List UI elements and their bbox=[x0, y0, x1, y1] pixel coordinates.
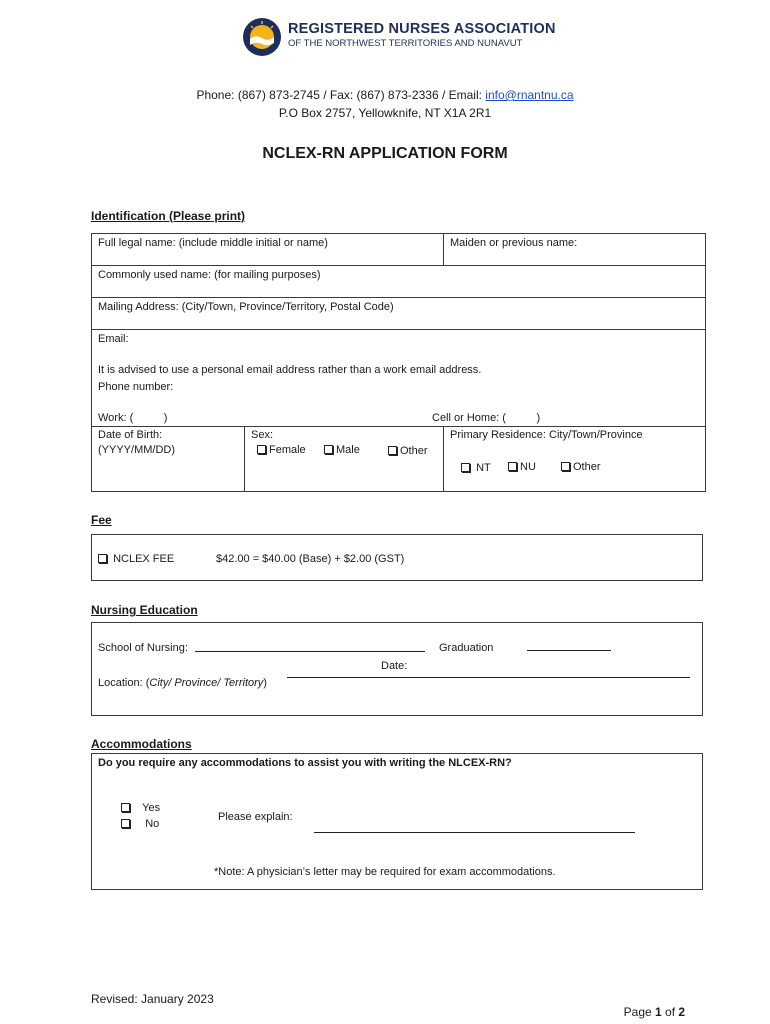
common-name-field[interactable]: Commonly used name: (for mailing purposes) bbox=[98, 269, 321, 281]
maiden-name-field[interactable]: Maiden or previous name: bbox=[450, 237, 578, 249]
work-phone-field[interactable]: Work: ( ) bbox=[98, 412, 168, 424]
explain-label: Please explain: bbox=[218, 811, 293, 823]
phone-label: Phone number: bbox=[98, 381, 174, 393]
identification-heading: Identification (Please print) bbox=[91, 209, 246, 223]
fee-amount: $42.00 = $40.00 (Base) + $2.00 (GST) bbox=[216, 553, 405, 565]
dob-label: Date of Birth: bbox=[98, 429, 163, 441]
nclex-fee-option[interactable]: NCLEX FEE bbox=[98, 553, 174, 565]
graduation-label: Graduation bbox=[439, 642, 494, 654]
accommodation-no-option[interactable]: No bbox=[121, 818, 159, 830]
residence-nt-option[interactable]: NT bbox=[461, 462, 491, 474]
checkbox-icon[interactable] bbox=[121, 819, 130, 828]
contact-line bbox=[0, 88, 770, 102]
full-name-field[interactable]: Full legal name: (include middle initial or name) bbox=[98, 237, 328, 249]
sex-male-option[interactable]: Male bbox=[324, 444, 360, 456]
logo-emblem-icon bbox=[242, 17, 282, 57]
sex-female-option[interactable]: Female bbox=[257, 444, 306, 456]
graduation-input-line[interactable] bbox=[527, 650, 611, 651]
checkbox-icon[interactable] bbox=[388, 446, 397, 455]
organization-logo bbox=[242, 17, 282, 57]
email-advice-note: It is advised to use a personal email address rather than a work email address. bbox=[98, 364, 482, 376]
location-label: Location: (City/ Province/ Territory) bbox=[98, 677, 267, 689]
checkbox-icon[interactable] bbox=[257, 445, 266, 454]
checkbox-icon[interactable] bbox=[121, 803, 130, 812]
revised-date: Revised: January 2023 bbox=[91, 992, 214, 1006]
accommodation-yes-option[interactable]: Yes bbox=[121, 802, 160, 814]
school-label: School of Nursing: bbox=[98, 642, 188, 654]
mailing-address-field[interactable]: Mailing Address: (City/Town, Province/Territory, Postal Code) bbox=[98, 301, 394, 313]
sex-other-option[interactable]: Other bbox=[388, 445, 428, 457]
fee-heading: Fee bbox=[91, 513, 112, 527]
checkbox-icon[interactable] bbox=[508, 462, 517, 471]
address-line: P.O Box 2757, Yellowknife, NT X1A 2R1 bbox=[278, 106, 492, 120]
contact-text: Phone: (867) 873-2745 / Fax: (867) 873-2336 / Email: bbox=[196, 88, 486, 102]
email-field[interactable]: Email: bbox=[98, 333, 129, 345]
email-link[interactable]: info@rnantnu.ca bbox=[485, 88, 574, 102]
accommodations-heading: Accommodations bbox=[91, 737, 192, 751]
checkbox-icon[interactable] bbox=[461, 463, 470, 472]
page-number: Page 1 of 2 bbox=[623, 1005, 686, 1019]
sex-label: Sex: bbox=[251, 429, 274, 441]
checkbox-icon[interactable] bbox=[561, 462, 570, 471]
location-input-line[interactable] bbox=[287, 677, 690, 678]
education-heading: Nursing Education bbox=[91, 603, 198, 617]
cell-phone-field[interactable]: Cell or Home: ( ) bbox=[432, 412, 541, 424]
physician-note: *Note: A physician’s letter may be required for exam accommodations. bbox=[214, 866, 556, 878]
org-name-line2: OF THE NORTHWEST TERRITORIES AND NUNAVUT bbox=[288, 38, 523, 49]
dob-format: (YYYY/MM/DD) bbox=[98, 444, 175, 456]
form-title: NCLEX-RN APPLICATION FORM bbox=[262, 145, 508, 162]
school-input-line[interactable] bbox=[195, 651, 425, 652]
residence-nu-option[interactable]: NU bbox=[508, 461, 536, 473]
checkbox-icon[interactable] bbox=[324, 445, 333, 454]
graduation-date-label: Date: bbox=[381, 660, 408, 672]
accommodation-question: Do you require any accommodations to assist you with writing the NLCEX-RN? bbox=[98, 757, 512, 769]
residence-other-option[interactable]: Other bbox=[561, 461, 601, 473]
org-name-line1: REGISTERED NURSES ASSOCIATION bbox=[288, 21, 556, 37]
explain-input-line[interactable] bbox=[314, 832, 635, 833]
residence-label: Primary Residence: City/Town/Province bbox=[450, 429, 643, 441]
checkbox-icon[interactable] bbox=[98, 554, 107, 563]
